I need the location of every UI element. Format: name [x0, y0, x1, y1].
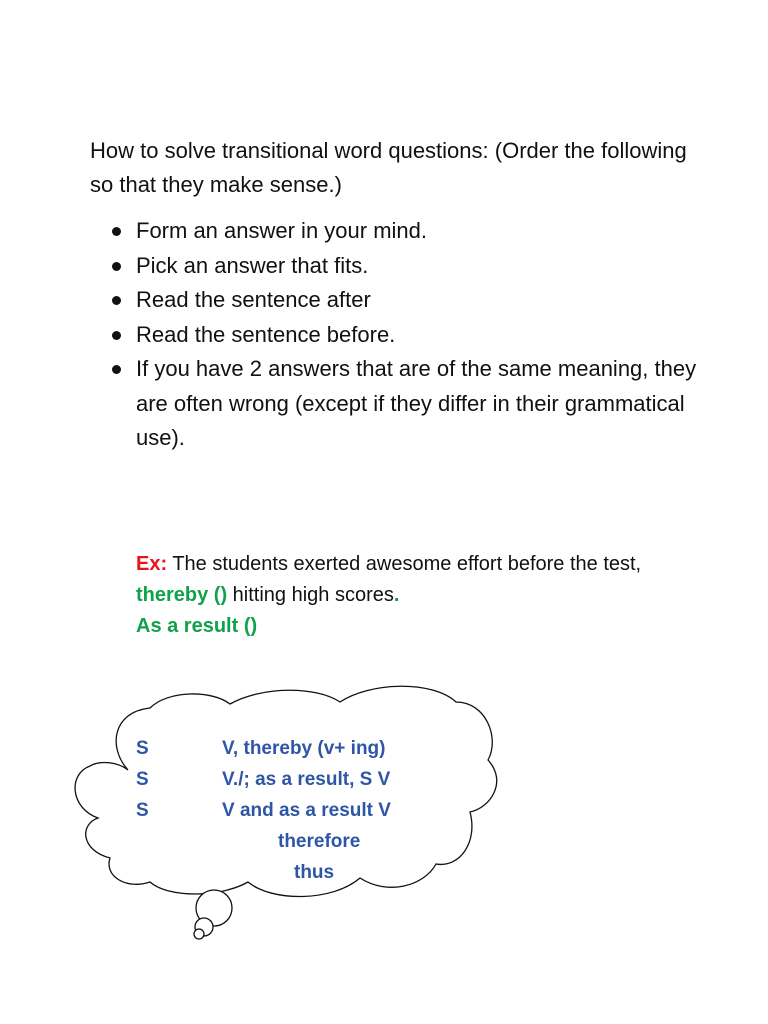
example-keyword-as-a-result: As a result (): [136, 615, 258, 637]
list-item: Form an answer in your mind.: [108, 214, 698, 249]
cloud-pattern: V, thereby (v+ ing): [222, 738, 386, 759]
page-heading: How to solve transitional word questions: (Order the following so that they make sense.): [90, 138, 687, 197]
list-item: If you have 2 answers that are of the same meaning, they are often wrong (except if they differ in their grammatical use).: [108, 352, 698, 456]
cloud-pattern: V./; as a result, S V: [222, 769, 391, 790]
example-period: .: [393, 584, 400, 606]
example-sentence-part2: hitting high scores: [227, 584, 394, 606]
list-item: Pick an answer that fits.: [108, 249, 698, 284]
example-keyword-thereby: thereby (): [136, 584, 228, 606]
cloud-subject: S: [136, 800, 149, 821]
cloud-extra: thus: [294, 862, 335, 883]
example-sentence-part1: The students exerted awesome effort before the test,: [167, 553, 642, 575]
cloud-subject: S: [136, 738, 149, 759]
example-label: Ex:: [136, 553, 168, 575]
cloud-pattern: V and as a result V: [222, 800, 391, 821]
cloud-subject: S: [136, 769, 149, 790]
list-item: Read the sentence before.: [108, 318, 698, 353]
list-item: Read the sentence after: [108, 283, 698, 318]
cloud-extra: therefore: [278, 831, 361, 852]
cloud-bubble-small: [194, 929, 204, 939]
